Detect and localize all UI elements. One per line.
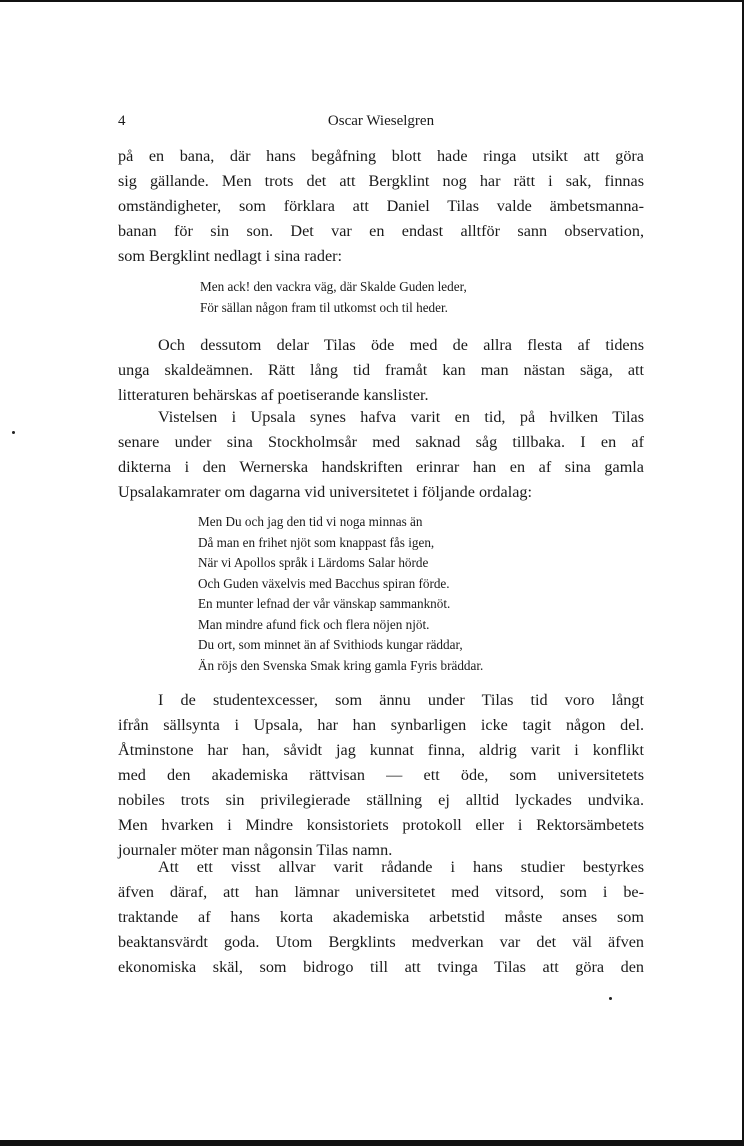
verse-line: En munter lefnad der vår vänskap sammanknöt.	[198, 596, 451, 611]
text-line: Vistelsen i Upsala synes hafva varit en tid, på hvilken Tilas	[158, 408, 644, 426]
text-line: litteraturen behärskas af poetiserande kanslister.	[118, 386, 429, 404]
scan-border-bottom	[0, 1140, 744, 1146]
text-line: äfven däraf, att han lämnar universitetet med vitsord, som i be-	[118, 883, 644, 901]
text-line: Åtminstone har han, såvidt jag kunnat finna, aldrig varit i konflikt	[118, 741, 644, 759]
verse-quote-1	[200, 277, 467, 318]
text-line: unga skaldeämnen. Rätt lång tid framåt kan man nästan säga, att	[118, 361, 644, 379]
text-line: med den akademiska rättvisan — ett öde, som universitetets	[118, 766, 644, 784]
paragraph-4	[118, 688, 644, 863]
verse-line: Och Guden växelvis med Bacchus spiran förde.	[198, 575, 450, 591]
paragraph-5	[118, 855, 644, 980]
paragraph-1	[118, 144, 644, 269]
verse-line: Du ort, som minnet än af Svithiods kungar räddar,	[198, 637, 463, 652]
page-number: 4	[118, 113, 126, 129]
paragraph-3	[118, 405, 644, 505]
text-line: beaktansvärdt goda. Utom Bergklints medverkan var det väl äfven	[118, 933, 644, 951]
text-line: I de studentexcesser, som ännu under Tilas tid voro långt	[158, 691, 644, 709]
verse-line: När vi Apollos språk i Lärdoms Salar hörde	[198, 555, 429, 570]
verse-line: För sällan någon fram til utkomst och til heder.	[200, 299, 448, 315]
text-line: omständigheter, som förklara att Daniel Tilas valde ämbetsmanna-	[118, 197, 644, 215]
text-line: Upsalakamrater om dagarna vid universitetet i följande ordalag:	[118, 483, 532, 501]
text-line: senare under sina Stockholmsår med saknad såg tillbaka. I en af	[118, 433, 644, 451]
verse-line: Då man en frihet njöt som knappast fås igen,	[198, 534, 435, 550]
text-line: ekonomiska skäl, som bidrogo till att tvinga Tilas att göra den	[118, 958, 644, 976]
text-line: sig gällande. Men trots det att Bergklint nog har rätt i sak, finnas	[118, 172, 644, 190]
paragraph-2	[118, 333, 644, 408]
text-line: Och dessutom delar Tilas öde med de allra flesta af tidens	[158, 336, 644, 354]
scan-border-top	[0, 0, 744, 2]
text-line: traktande af hans korta akademiska arbetstid måste anses som	[118, 908, 644, 926]
scan-speck	[12, 431, 15, 434]
scan-speck	[609, 997, 612, 1000]
text-line: på en bana, där hans begåfning blott hade ringa utsikt att göra	[118, 147, 644, 165]
verse-line: Men Du och jag den tid vi noga minnas än	[198, 514, 423, 529]
verse-line: Men ack! den vackra väg, där Skalde Guden leder,	[200, 279, 467, 294]
text-line: nobiles trots sin privilegierade ställning ej alltid lyckades undvika.	[118, 791, 644, 809]
page-header	[118, 113, 644, 133]
verse-line: Man mindre afund fick och flera nöjen njöt.	[198, 616, 430, 632]
running-title: Oscar Wieselgren	[327, 113, 435, 129]
text-line: Att ett visst allvar varit rådande i hans studier bestyrkes	[158, 858, 644, 876]
text-line: journaler möter man någonsin Tilas namn.	[118, 841, 393, 859]
text-line: som Bergklint nedlagt i sina rader:	[118, 247, 343, 265]
verse-line: Än röjs den Svenska Smak kring gamla Fyris bräddar.	[198, 657, 484, 673]
text-line: dikterna i den Wernerska handskriften erinrar han en af sina gamla	[118, 458, 644, 476]
verse-quote-2	[198, 512, 483, 676]
text-line: Men hvarken i Mindre konsistoriets protokoll eller i Rektorsämbetets	[118, 816, 644, 834]
text-line: banan för sin son. Det var en endast alltför sann observation,	[118, 222, 644, 240]
text-line: ifrån sällsynta i Upsala, har han synbarligen icke tagit någon del.	[118, 716, 644, 734]
